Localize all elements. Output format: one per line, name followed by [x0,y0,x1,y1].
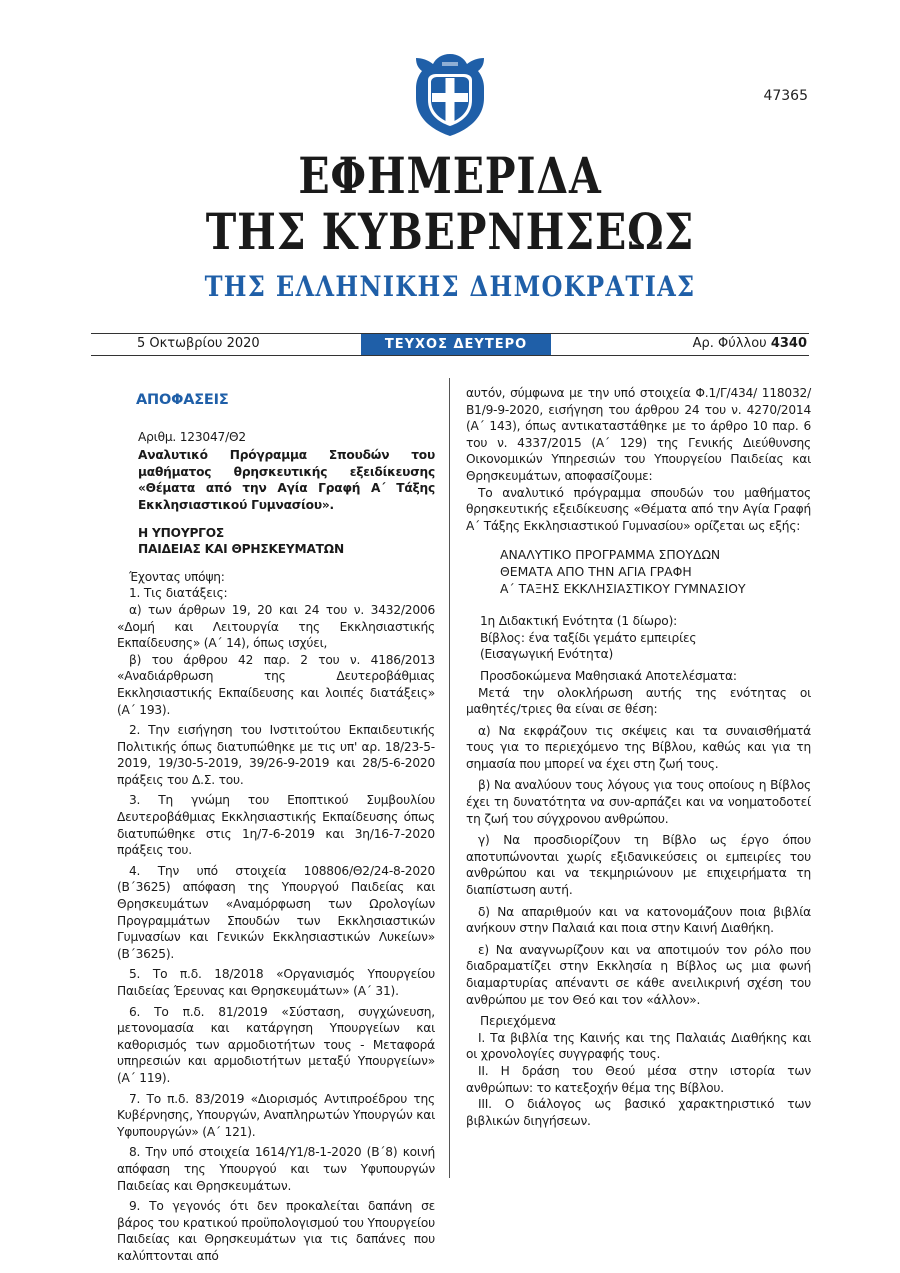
outcome-item: α) Να εκφράζουν τις σκέψεις και τα συναισθήματά τους για το περιεχόμενο της Βίβλου, καθώς και για τη σημασία που μπορεί να έχει στη ζωή τους. [466,723,811,771]
issue-type-badge: ΤΕΥΧΟΣ ΔΕΥΤΕΡΟ [361,334,551,355]
unit-heading [480,613,811,663]
issue-bar [91,333,809,356]
sheet-number: 4340 [770,336,807,351]
contents-item: Ι. Τα βιβλία της Καινής και της Παλαιάς Διαθήκης και οι χρονολογίες συγγραφής τους. [466,1030,811,1062]
unit-heading-line1: 1η Διδακτική Ενότητα (1 δίωρο): [480,614,678,629]
sheet-label: Αρ. Φύλλου [692,336,767,351]
paragraph: Έχοντας υπόψη: [129,569,225,584]
paragraph: αυτόν, σύμφωνα με την υπό στοιχεία Φ.1/Γ/434/ 118032/Β1/9-9-2020, εισήγηση του άρθρου 24 του ν. 4270/2014 (Α΄ 143), όπως αντικαταστάθηκε με το άρθρο 10 παρ. 6 του ν. 4337/2015 (Α΄ 129) της Γενικής Διεύθυνσης Οικονομικών Υπηρεσιών του Υπουργείου Παιδείας και Θρησκευμάτων, αποφασίζουμε: [466,386,811,483]
unit-heading-line3: (Εισαγωγική Ενότητα) [480,647,614,662]
paragraph: 3. Τη γνώμη του Εποπτικού Συμβουλίου Δευτεροβάθμιας Εκκλησιαστικής Εκπαίδευσης όπως διατυπώθηκε στις 1η/7-6-2019 και 3η/16-7-2020 πράξεις του. [117,793,435,858]
column-divider [449,378,450,1178]
paragraph: 5. Το π.δ. 18/2018 «Οργανισμός Υπουργείου Παιδείας Έρευνας και Θρησκευμάτων» (Α΄ 31). [117,967,435,998]
outcome-item: ε) Να αναγνωρίζουν και να αποτιμούν τον ρόλο που διαδραματίζει στην Εκκλησία η Βίβλος ως μια φωνή διαμαρτυρίας απέναντι σε κάθε ανειλικρινή σχέση του ανθρώπου με τον Θεό και τον «άλλον». [466,942,811,1007]
paragraph: α) των άρθρων 19, 20 και 24 του ν. 3432/2006 «Δομή και Λειτουργία της Εκκλησιαστικής Εκπαίδευσης» (Α΄ 14), όπως ισχύει, [117,602,435,651]
right-column [466,385,811,1129]
outcome-item: γ) Να προσδιορίζουν τη Βίβλο ως έργο όπου αποτυπώνονται χωρίς εξιδανικεύσεις οι εμπειρίες του ανθρώπου και να τεκμηριώνουν με επιχειρήματα τη διαπίστωση αυτή. [466,833,811,898]
masthead-title-line1: ΕΦΗΜΕΡΙΔΑ [298,146,602,205]
paragraph: 7. Το π.δ. 83/2019 «Διορισμός Αντιπροέδρου της Κυβέρνησης, Υπουργών, Αναπληρωτών Υπουργών και Υφυπουργών» (Α΄ 121). [117,1091,435,1139]
program-title-line2: ΘΕΜΑΤΑ ΑΠΟ ΤΗΝ ΑΓΙΑ ΓΡΑΦΗ [500,563,692,579]
minister-title-line2: ΠΑΙΔΕΙΑΣ ΚΑΙ ΘΡΗΣΚΕΥΜΑΤΩΝ [138,542,344,557]
paragraph: 6. Το π.δ. 81/2019 «Σύσταση, συγχώνευση, μετονομασία και κατάργηση Υπουργείων και καθορισμός των αρμοδιοτήτων τους - Μεταφορά υπηρεσιών και αρμοδιοτήτων μεταξύ Υπουργείων» (Α΄ 119). [117,1004,435,1085]
unit-heading-line2: Βίβλος: ένα ταξίδι γεμάτο εμπειρίες [480,630,697,645]
left-column [117,390,435,1265]
section-heading: ΑΠΟΦΑΣΕΙΣ [136,392,229,408]
outcomes-heading: Προσδοκώμενα Μαθησιακά Αποτελέσματα: [480,668,737,683]
paragraph: Μετά την ολοκλήρωση αυτής της ενότητας οι μαθητές/τριες θα είναι σε θέση: [466,685,811,717]
contents-item: ΙΙΙ. Ο διάλογος ως βασικό χαρακτηριστικό των βιβλικών διηγήσεων. [466,1097,811,1128]
outcome-item: β) Να αναλύουν τους λόγους για τους οποίους η Βίβλος έχει τη δυνατότητα να συν-αρπάζει και να νοηματοδοτεί τη ζωή του σύγχρονου ανθρώπου. [466,778,811,826]
paragraph: 8. Την υπό στοιχεία 1614/Υ1/8-1-2020 (Β΄8) κοινή απόφαση της Υπουργού και των Υφυπουργών Παιδείας και Θρησκευμάτων. [117,1145,435,1193]
paragraph: Το αναλυτικό πρόγραμμα σπουδών του μαθήματος θρησκευτικής εξειδίκευσης «Θέματα από την Αγία Γραφή Α΄ Τάξης Εκκλησιαστικού Γυμνασίου» ορίζεται ως εξής: [466,485,811,533]
paragraph: 1. Τις διατάξεις: [129,586,228,601]
minister-title-line1: Η ΥΠΟΥΡΓΟΣ [138,525,225,540]
minister-title [138,525,435,558]
paragraph: β) του άρθρου 42 παρ. 2 του ν. 4186/2013 «Αναδιάρθρωση της Δευτεροβάθμιας Εκκλησιαστικής Εκπαίδευσης και λοιπές διατάξεις» (Α΄ 193). [117,652,435,717]
masthead-title-line2: ΤΗΣ ΚΥΒΕΡΝΗΣΕΩΣ [205,202,695,261]
program-title [500,547,811,597]
issue-date: 5 Οκτωβρίου 2020 [137,336,260,351]
program-title-line3: Α΄ ΤΑΞΗΣ ΕΚΚΛΗΣΙΑΣΤΙΚΟΥ ΓΥΜΝΑΣΙΟΥ [500,580,746,596]
decision-number: Αριθμ. 123047/Θ2 [138,429,246,444]
paragraph: 2. Την εισήγηση του Ινστιτούτου Εκπαιδευτικής Πολιτικής όπως διατυπώθηκε με τις υπ' αρ. 18/23-5-2019, 19/30-5-2019, 39/26-9-2019 και 28/5-6-2020 πράξεις του Δ.Σ. του. [117,723,435,787]
program-title-line1: ΑΝΑΛΥΤΙΚΟ ΠΡΟΓΡΑΜΜΑ ΣΠΟΥΔΩΝ [500,547,721,563]
contents-item: ΙΙ. Η δράση του Θεού μέσα στην ιστορία των ανθρώπων: το κατεξοχήν θέμα της Βίβλου. [466,1063,811,1095]
contents-heading: Περιεχόμενα [480,1014,556,1029]
issue-sheet-number [693,336,807,351]
decision-title: Αναλυτικό Πρόγραμμα Σπουδών του μαθήματος θρησκευτικής εξειδίκευσης «Θέματα από την Αγία Γραφή Α΄ Τάξης Εκκλησιαστικού Γυμνασίου». [138,448,435,512]
greek-coat-of-arms-icon [414,52,486,138]
masthead-subtitle: ΤΗΣ ΕΛΛΗΝΙΚΗΣ ΔΗΜΟΚΡΑΤΙΑΣ [204,270,696,303]
paragraph: 9. Το γεγονός ότι δεν προκαλείται δαπάνη σε βάρος του κρατικού προϋπολογισμού του Υπουργείου Παιδείας και Θρησκευμάτων για τις δαπάνες που καλύπτονται από [117,1199,435,1263]
paragraph: 4. Την υπό στοιχεία 108806/Θ2/24-8-2020 (Β΄3625) απόφαση της Υπουργού Παιδείας και Θρησκευμάτων «Αναμόρφωση των Ωρολογίων Προγραμμάτων Σπουδών των Εκκλησιαστικών Γυμνασίων και Γενικών Εκκλησιαστικών Λυκείων» (Β΄3625). [117,863,435,961]
page-number: 47365 [763,88,808,104]
outcome-item: δ) Να απαριθμούν και να κατονομάζουν ποια βιβλία ανήκουν στην Παλαιά και ποια στην Καινή Διαθήκη. [466,904,811,936]
